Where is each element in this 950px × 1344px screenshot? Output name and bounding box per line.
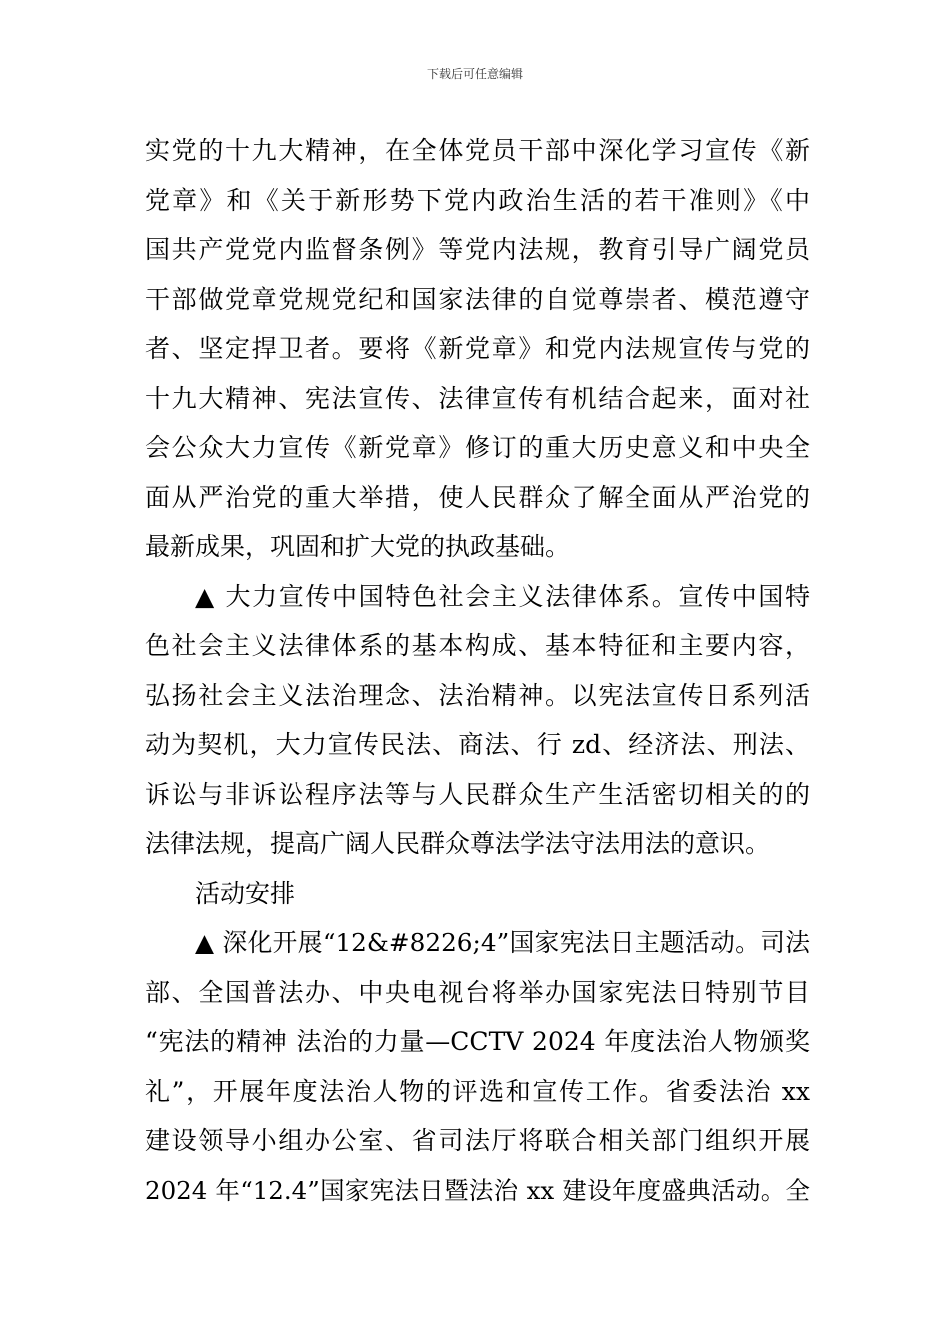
text-line: 干部做党章党规党纪和国家法律的自觉尊崇者、模范遵守 bbox=[145, 284, 810, 314]
text-line: 面从严治党的重大举措，使人民群众了解全面从严治党的 bbox=[145, 482, 810, 512]
text-line: 十九大精神、宪法宣传、法律宣传有机结合起来，面对社 bbox=[145, 383, 810, 413]
text-line: 法律法规，提高广阔人民群众尊法学法守法用法的意识。 bbox=[145, 829, 771, 858]
text-line: 部、全国普法办、中央电视台将举办国家宪法日特别节目 bbox=[145, 977, 810, 1007]
text-line: 建设领导小组办公室、省司法厅将联合相关部门组织开展 bbox=[145, 1126, 810, 1155]
text-line: 活动安排 bbox=[195, 878, 296, 908]
text-line: 会公众大力宣传《新党章》修订的重大历史意义和中央全 bbox=[145, 433, 810, 462]
page-header: 下载后可任意编辑 bbox=[426, 67, 523, 81]
text-line: 国共产党党内监督条例》等党内法规，教育引导广阔党员 bbox=[145, 235, 810, 264]
text-line: ▲ 深化开展“12&#8226;4”国家宪法日主题活动。司法 bbox=[195, 928, 810, 957]
text-line: “宪法的精神 法治的力量—CCTV 2024 年度法治人物颁奖 bbox=[145, 1027, 810, 1056]
text-line: 党章》和《关于新形势下党内政治生活的若干准则》《中 bbox=[145, 185, 810, 215]
text-line: ▲ 大力宣传中国特色社会主义法律体系。宣传中国特 bbox=[195, 581, 810, 611]
text-line: 色社会主义法律体系的基本构成、基本特征和主要内容， bbox=[145, 631, 810, 660]
text-line: 最新成果，巩固和扩大党的执政基础。 bbox=[145, 532, 571, 561]
text-line: 诉讼与非诉讼程序法等与人民群众生产生活密切相关的的 bbox=[145, 779, 810, 809]
text-line: 动为契机，大力宣传民法、商法、行 zd、经济法、刑法、 bbox=[145, 730, 810, 759]
document-body bbox=[145, 126, 810, 1215]
text-line: 实党的十九大精神，在全体党员干部中深化学习宣传《新 bbox=[145, 136, 810, 165]
text-line: 者、坚定捍卫者。要将《新党章》和党内法规宣传与党的 bbox=[145, 334, 810, 363]
text-line: 2024 年“12.4”国家宪法日暨法治 xx 建设年度盛典活动。全 bbox=[145, 1175, 810, 1205]
text-line: 礼”，开展年度法治人物的评选和宣传工作。省委法治 xx bbox=[145, 1076, 810, 1106]
text-line: 弘扬社会主义法治理念、法治精神。以宪法宣传日系列活 bbox=[145, 680, 810, 710]
